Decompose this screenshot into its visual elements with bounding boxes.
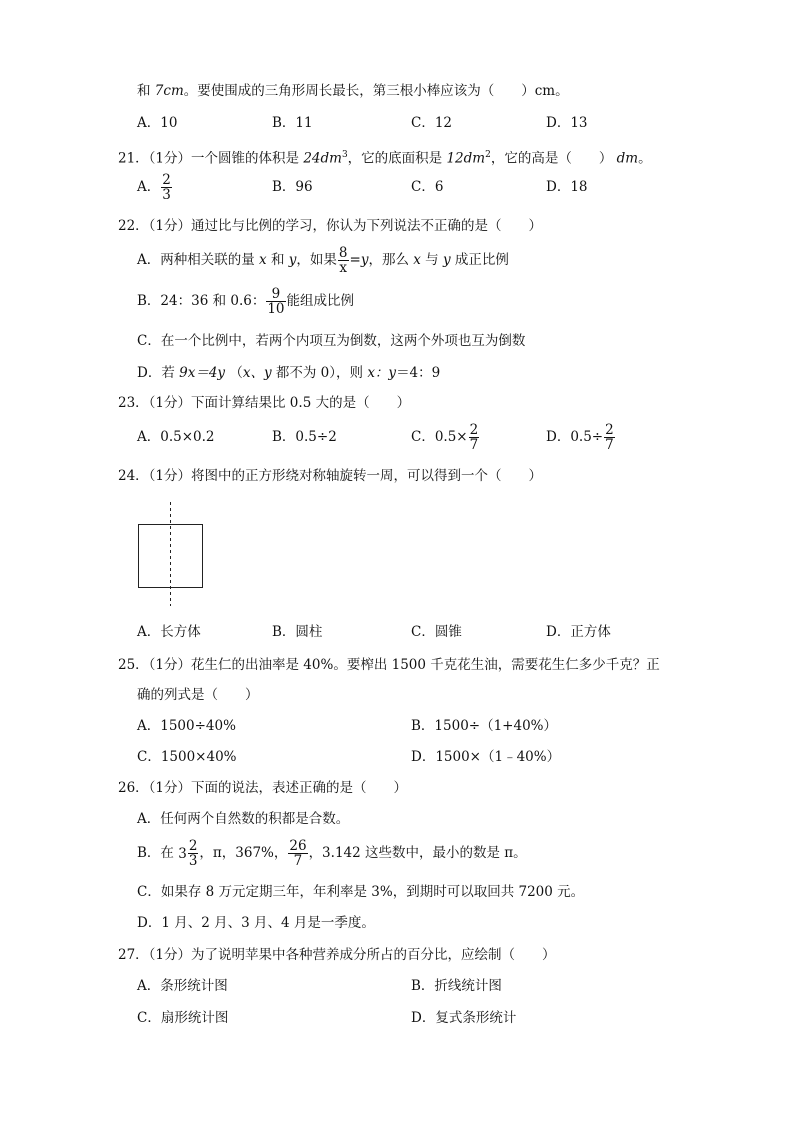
q21-option-a[interactable]: A． $\frac{2}{3}$ <box>137 172 171 203</box>
q20-option-a[interactable]: A．10 <box>137 115 178 131</box>
q27-stem: 27．（1分）为了说明苹果中各种营养成分所占的百分比，应绘制（ ） <box>118 947 556 963</box>
q26-option-b[interactable]: B．在 3 $\frac{2}{3}$ ，π，367%， $\frac{26}{7}$ ，3.142 这些数中，最小的数是 π。 <box>137 838 527 869</box>
q25-option-b[interactable]: B．1500÷（1+40%） <box>411 718 557 734</box>
q21-option-d[interactable]: D．18 <box>546 179 588 195</box>
q24-stem: 24．（1分）将图中的正方形绕对称轴旋转一周，可以得到一个（ ） <box>118 468 543 484</box>
q20-stem-tail: 和 7cm。要使围成的三角形周长最长，第三根小棒应该为（ ）cm。 <box>137 83 569 99</box>
q26-option-c[interactable]: C．如果存 8 万元定期三年，年利率是 3%，到期时可以取回共 7200 元。 <box>137 884 585 900</box>
q26-option-a[interactable]: A．任何两个自然数的积都是合数。 <box>137 811 350 827</box>
q23-option-a[interactable]: A．0.5×0.2 <box>137 429 215 445</box>
q20-option-c[interactable]: C．12 <box>411 115 453 131</box>
q27-option-d[interactable]: D．复式条形统计 <box>411 1010 517 1026</box>
q22-stem: 22．（1分）通过比与比例的学习，你认为下列说法不正确的是（ ） <box>118 218 543 234</box>
q24-option-c[interactable]: C．圆锥 <box>411 624 462 640</box>
q23-option-b[interactable]: B．0.5÷2 <box>272 429 337 445</box>
mixed-number: 3 <box>178 845 187 862</box>
fraction: $\frac{8}{x}$ <box>338 245 348 276</box>
fraction: $\frac{9}{10}$ <box>267 286 285 317</box>
q23-option-d[interactable]: D．0.5÷ $\frac{2}{7}$ <box>546 422 614 453</box>
q23-option-c[interactable]: C．0.5× $\frac{2}{7}$ <box>411 422 479 453</box>
q25-option-c[interactable]: C．1500×40% <box>137 749 237 765</box>
square-with-axis-figure <box>130 498 210 608</box>
q25-option-d[interactable]: D．1500×（1﹣40%） <box>411 749 561 765</box>
q24-option-d[interactable]: D．正方体 <box>546 624 611 640</box>
q25-stem-line1: 25．（1分）花生仁的出油率是 40%。要榨出 1500 千克花生油，需要花生仁多少千克？正 <box>118 657 660 673</box>
q27-option-c[interactable]: C．扇形统计图 <box>137 1010 229 1026</box>
q21-stem: 21．（1分）一个圆锥的体积是 $24dm^3$，它的底面积是 $12dm^2$，它的高是（ ） dm。 <box>118 150 652 167</box>
q22-option-b[interactable]: B．24：36 和 0.6： $\frac{9}{10}$ 能组成比例 <box>137 286 355 317</box>
q25-option-a[interactable]: A．1500÷40% <box>137 718 236 734</box>
fraction: $\frac{2}{3}$ <box>162 172 171 203</box>
fraction: $\frac{26}{7}$ <box>289 838 307 869</box>
q21-option-b[interactable]: B．96 <box>272 179 313 195</box>
q27-option-a[interactable]: A．条形统计图 <box>137 978 228 994</box>
q27-option-b[interactable]: B．折线统计图 <box>411 978 502 994</box>
fraction: $\frac{2}{7}$ <box>469 422 479 453</box>
q26-option-d[interactable]: D．1 月、2 月、3 月、4 月是一季度。 <box>137 915 375 931</box>
q22-option-a[interactable]: A．两种相关联的量 x 和 y，如果 $\frac{8}{x}$ =y，那么 x 与 y 成正比例 <box>137 245 509 276</box>
q26-stem: 26．（1分）下面的说法，表述正确的是（ ） <box>118 780 408 796</box>
q20-option-b[interactable]: B．11 <box>272 115 313 131</box>
q25-stem-line2: 确的列式是（ ） <box>137 687 259 703</box>
q22-option-d[interactable]: D．若 9x＝4y （x、y 都不为 0），则 x：y＝4：9 <box>137 365 441 381</box>
q21-option-c[interactable]: C．6 <box>411 179 444 195</box>
q23-stem: 23．（1分）下面计算结果比 0.5 大的是（ ） <box>118 395 411 411</box>
q24-option-a[interactable]: A．长方体 <box>137 624 201 640</box>
q24-option-b[interactable]: B．圆柱 <box>272 624 323 640</box>
q20-option-d[interactable]: D．13 <box>546 115 588 131</box>
q22-option-c[interactable]: C．在一个比例中，若两个内项互为倒数，这两个外项也互为倒数 <box>137 333 526 349</box>
fraction: $\frac{2}{7}$ <box>605 422 614 453</box>
fraction: $\frac{2}{3}$ <box>188 838 198 869</box>
